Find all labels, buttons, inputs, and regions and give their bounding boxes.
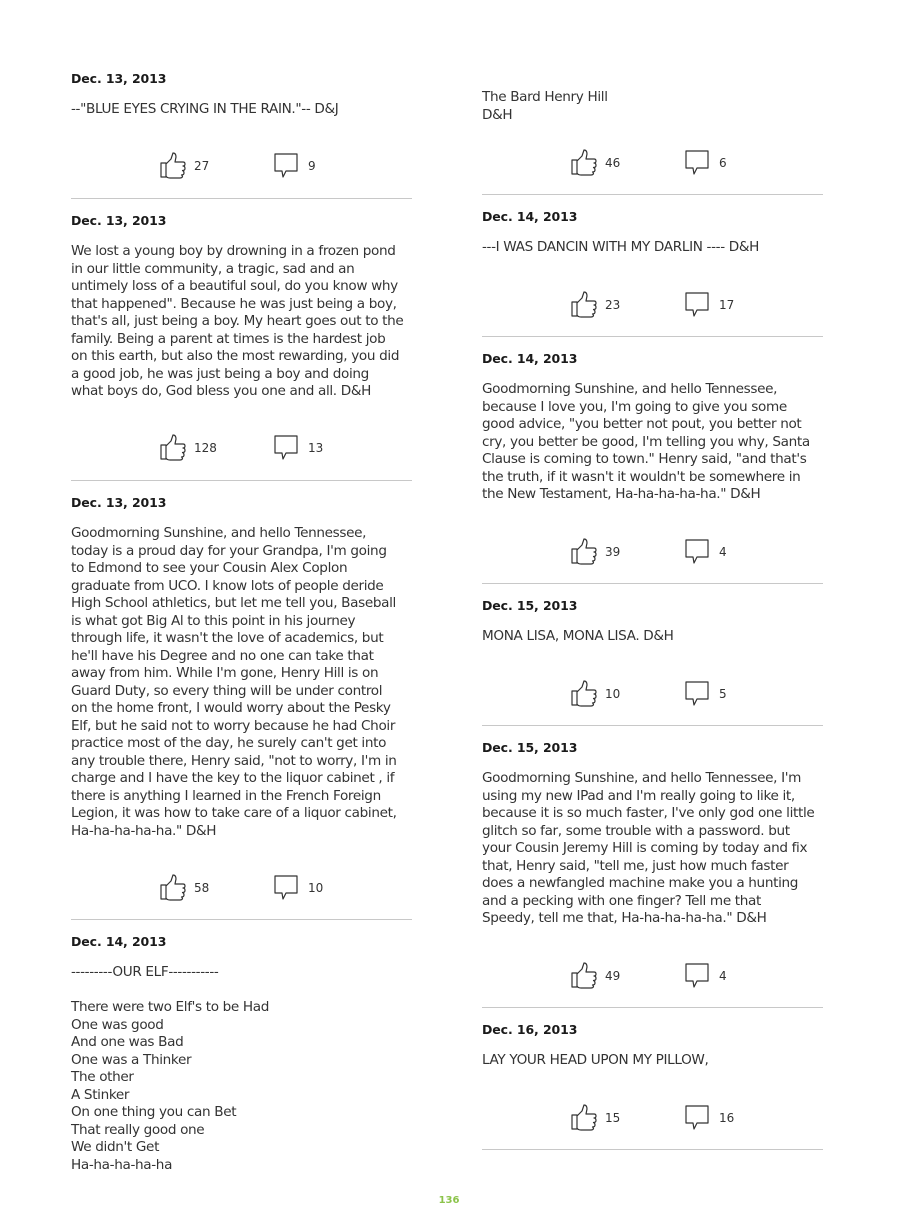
post-text-line: practice most of the day, he surely can't get into xyxy=(71,735,387,751)
post-text-line: that happened". Because he was just being a boy, xyxy=(71,295,397,312)
post-stats xyxy=(71,873,412,903)
post-divider xyxy=(71,480,412,481)
post-stats xyxy=(71,151,412,181)
post-text-line: does a newfangled machine make you a hunting xyxy=(482,875,799,891)
post-text-line: Speedy, tell me that, Ha-ha-ha-ha-ha." D&H xyxy=(482,910,767,926)
post-text xyxy=(71,525,412,840)
post-stats xyxy=(482,148,823,178)
comment-count: 13 xyxy=(308,441,324,455)
post-text-line: ---------OUR ELF----------- xyxy=(71,964,219,980)
post-text-line: what boys do, God bless you one and all. D&H xyxy=(71,383,371,399)
comment-count: 6 xyxy=(719,156,727,170)
like-count: 15 xyxy=(605,1111,621,1125)
post-text xyxy=(482,1052,823,1070)
post-divider xyxy=(71,198,412,199)
like-count: 46 xyxy=(605,156,621,170)
post-text-line: the truth, if it wasn't it wouldn't be somewhere in xyxy=(482,468,801,485)
post-text-line xyxy=(71,982,412,1000)
comment-count: 16 xyxy=(719,1111,735,1125)
post-text-line: Clause is coming to town." Henry said, "and that's xyxy=(482,451,807,467)
comment-icon[interactable] xyxy=(684,1103,710,1131)
post-text-line: --"BLUE EYES CRYING IN THE RAIN."-- D&J xyxy=(71,101,339,117)
post-divider xyxy=(482,725,823,726)
post-text-line: cry, you better be good, I'm telling you why, Santa xyxy=(482,433,810,450)
post-text-line: Elf, but he said not to worry because he had Choir xyxy=(71,717,396,734)
comment-icon[interactable] xyxy=(684,961,710,989)
comment-count: 17 xyxy=(719,298,735,312)
post-text-line: to Edmond to see your Cousin Alex Coplon xyxy=(71,560,348,576)
post-stats xyxy=(482,537,823,567)
comment-icon[interactable] xyxy=(684,148,710,176)
post-text-line: On one thing you can Bet xyxy=(71,1104,237,1120)
post-text-line: untimely loss of a beautiful soul, do you know why xyxy=(71,278,398,294)
post-text-line: there is anything I learned in the French Foreign xyxy=(71,787,381,804)
post-text-line: away from him. While I'm gone, Henry Hill is on xyxy=(71,665,379,681)
post-divider xyxy=(482,1149,823,1150)
like-count: 49 xyxy=(605,969,621,983)
post-text-line: your Cousin Jeremy Hill is coming by today and fix xyxy=(482,840,808,856)
post-date: Dec. 15, 2013 xyxy=(482,598,578,613)
post-text-line: charge and I have the key to the liquor cabinet , if xyxy=(71,770,395,786)
comment-count: 9 xyxy=(308,159,316,173)
post-date: Dec. 16, 2013 xyxy=(482,1022,578,1037)
post-text-line: because I love you, I'm going to give you some xyxy=(482,398,787,415)
post-text xyxy=(71,243,412,401)
thumbs-up-icon[interactable] xyxy=(570,679,598,707)
post-text-line: and a pecking with one finger? Tell me that xyxy=(482,892,762,909)
post-text-line: graduate from UCO. I know lots of people deride xyxy=(71,577,384,594)
post-divider xyxy=(482,194,823,195)
like-count: 10 xyxy=(605,687,621,701)
post-text-line: Legion, it was how to take care of a liquor cabinet, xyxy=(71,805,397,821)
post-date: Dec. 13, 2013 xyxy=(71,495,167,510)
post-text-line: Goodmorning Sunshine, and hello Tennessee, xyxy=(482,381,778,397)
post-divider xyxy=(482,336,823,337)
post-text xyxy=(482,628,823,646)
post-text-line: One was good xyxy=(71,1016,164,1033)
post-text-line: in our little community, a tragic, sad and an xyxy=(71,260,355,277)
post-text-line: the New Testament, Ha-ha-ha-ha-ha." D&H xyxy=(482,486,761,502)
post-text xyxy=(482,239,823,257)
post-stats xyxy=(71,433,412,463)
comment-icon[interactable] xyxy=(273,151,299,179)
post-divider xyxy=(482,583,823,584)
post-text xyxy=(482,89,823,124)
post-text-line: any trouble there, Henry said, "not to worry, I'm in xyxy=(71,752,397,769)
thumbs-up-icon[interactable] xyxy=(159,433,187,461)
thumbs-up-icon[interactable] xyxy=(159,873,187,901)
post-text-line: High School athletics, but let me tell you, Baseball xyxy=(71,595,396,611)
post-text-line: Ha-ha-ha-ha-ha xyxy=(71,1156,173,1173)
post-date: Dec. 13, 2013 xyxy=(71,213,167,228)
comment-count: 10 xyxy=(308,881,324,895)
thumbs-up-icon[interactable] xyxy=(570,148,598,176)
like-count: 27 xyxy=(194,159,210,173)
post-text-line: D&H xyxy=(482,106,513,123)
post-text-line: glitch so far, some trouble with a password. but xyxy=(482,822,790,839)
post-text-line: And one was Bad xyxy=(71,1034,184,1050)
comment-count: 5 xyxy=(719,687,727,701)
post-text-line: We lost a young boy by drowning in a frozen pond xyxy=(71,243,396,259)
post-text-line: A Stinker xyxy=(71,1086,130,1103)
post-text-line: We didn't Get xyxy=(71,1139,160,1155)
post-text xyxy=(71,964,412,1174)
comment-icon[interactable] xyxy=(684,290,710,318)
like-count: 39 xyxy=(605,545,621,559)
post-date: Dec. 14, 2013 xyxy=(71,934,167,949)
post-text-line: That really good one xyxy=(71,1121,205,1138)
comment-icon[interactable] xyxy=(273,873,299,901)
post-text-line: ---I WAS DANCIN WITH MY DARLIN ---- D&H xyxy=(482,239,759,255)
post-text-line: that's all, just being a boy. My heart goes out to the xyxy=(71,313,404,329)
post-text-line: The other xyxy=(71,1069,134,1085)
post-divider xyxy=(482,1007,823,1008)
comment-count: 4 xyxy=(719,969,727,983)
post-stats xyxy=(482,290,823,320)
thumbs-up-icon[interactable] xyxy=(570,290,598,318)
post-text xyxy=(482,770,823,928)
post-text-line: One was a Thinker xyxy=(71,1051,192,1068)
thumbs-up-icon[interactable] xyxy=(570,961,598,989)
comment-count: 4 xyxy=(719,545,727,559)
post-text-line: LAY YOUR HEAD UPON MY PILLOW, xyxy=(482,1052,709,1068)
post-text-line: Goodmorning Sunshine, and hello Tennessee, xyxy=(71,525,367,541)
post-text-line: a good job, he was just being a boy and doing xyxy=(71,365,369,382)
post-divider xyxy=(71,919,412,920)
like-count: 23 xyxy=(605,298,621,312)
comment-icon[interactable] xyxy=(684,679,710,707)
post-stats xyxy=(482,679,823,709)
post-text-line: good advice, "you better not pout, you better not xyxy=(482,416,802,432)
post-text-line: The Bard Henry Hill xyxy=(482,89,608,105)
post-text xyxy=(71,101,412,119)
post-text-line: Ha-ha-ha-ha-ha." D&H xyxy=(71,822,217,839)
like-count: 128 xyxy=(194,441,217,455)
post-stats xyxy=(482,961,823,991)
post-date: Dec. 15, 2013 xyxy=(482,740,578,755)
post-text-line: is what got Big Al to this point in his journey xyxy=(71,612,356,629)
thumbs-up-icon[interactable] xyxy=(159,151,187,179)
post-text-line: MONA LISA, MONA LISA. D&H xyxy=(482,628,674,644)
post-date: Dec. 13, 2013 xyxy=(71,71,167,86)
post-text xyxy=(482,381,823,504)
post-text-line: through life, it wasn't the love of academics, but xyxy=(71,630,384,646)
post-text-line: that, Henry said, "tell me, just how much faster xyxy=(482,857,789,874)
thumbs-up-icon[interactable] xyxy=(570,537,598,565)
post-date: Dec. 14, 2013 xyxy=(482,351,578,366)
post-stats xyxy=(482,1103,823,1133)
post-text-line: on this earth, but also the most rewarding, you did xyxy=(71,348,400,364)
comment-icon[interactable] xyxy=(684,537,710,565)
comment-icon[interactable] xyxy=(273,433,299,461)
like-count: 58 xyxy=(194,881,210,895)
post-text-line: There were two Elf's to be Had xyxy=(71,999,270,1015)
post-text-line: on the home front, I would worry about the Pesky xyxy=(71,700,391,716)
post-date: Dec. 14, 2013 xyxy=(482,209,578,224)
post-text-line: Goodmorning Sunshine, and hello Tennessee, I'm xyxy=(482,770,802,786)
thumbs-up-icon[interactable] xyxy=(570,1103,598,1131)
post-text-line: family. Being a parent at times is the hardest job xyxy=(71,330,386,347)
post-text-line: he'll have his Degree and no one can take that xyxy=(71,647,374,664)
page-number: 136 xyxy=(438,1195,460,1206)
post-text-line: because it is so much faster, I've only god one little xyxy=(482,805,815,821)
post-text-line: Guard Duty, so every thing will be under control xyxy=(71,682,383,699)
post-text-line: today is a proud day for your Grandpa, I'm going xyxy=(71,542,387,559)
post-text-line: using my new IPad and I'm really going to like it, xyxy=(482,787,795,804)
